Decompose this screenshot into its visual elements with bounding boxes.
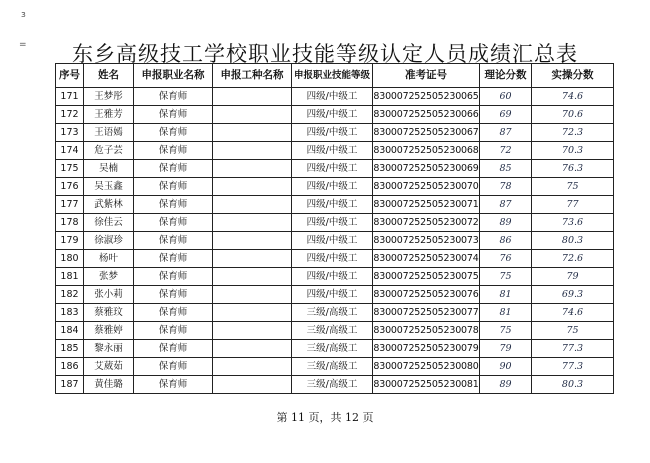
- cell-work-type: [213, 250, 292, 268]
- cell-occupation: 保育师: [134, 304, 213, 322]
- cell-level: 三级/高级工: [292, 376, 373, 394]
- cell-name: 吴楠: [84, 160, 134, 178]
- cell-name: 王语嫣: [84, 124, 134, 142]
- table-row: [56, 358, 614, 376]
- cell-name: 吴玉鑫: [84, 178, 134, 196]
- header-ticket: 准考证号: [373, 64, 480, 88]
- cell-level: 三级/高级工: [292, 340, 373, 358]
- cell-theory-score: 89: [480, 214, 532, 232]
- cell-ticket: 830007252505230074: [373, 250, 480, 268]
- table-row: [56, 88, 614, 106]
- cell-no: 173: [56, 124, 84, 142]
- cell-ticket: 830007252505230073: [373, 232, 480, 250]
- cell-ticket: 830007252505230067: [373, 124, 480, 142]
- cell-occupation: 保育师: [134, 196, 213, 214]
- cell-work-type: [213, 268, 292, 286]
- table-row: [56, 142, 614, 160]
- cell-occupation: 保育师: [134, 214, 213, 232]
- table-row: [56, 196, 614, 214]
- cell-ticket: 830007252505230070: [373, 178, 480, 196]
- cell-practice-score: 74.6: [532, 88, 614, 106]
- cell-work-type: [213, 304, 292, 322]
- cell-work-type: [213, 232, 292, 250]
- cell-name: 杨叶: [84, 250, 134, 268]
- cell-occupation: 保育师: [134, 106, 213, 124]
- cell-practice-score: 77.3: [532, 358, 614, 376]
- cell-occupation: 保育师: [134, 340, 213, 358]
- header-name: 姓名: [84, 64, 134, 88]
- cell-name: 徐淑珍: [84, 232, 134, 250]
- cell-name: 蔡雅玟: [84, 304, 134, 322]
- cell-name: 黎永丽: [84, 340, 134, 358]
- table-row: [56, 106, 614, 124]
- cell-ticket: 830007252505230075: [373, 268, 480, 286]
- cell-ticket: 830007252505230065: [373, 88, 480, 106]
- cell-level: 三级/高级工: [292, 322, 373, 340]
- cell-occupation: 保育师: [134, 286, 213, 304]
- cell-level: 四级/中级工: [292, 124, 373, 142]
- table-row: [56, 178, 614, 196]
- cell-occupation: 保育师: [134, 358, 213, 376]
- table-row: [56, 232, 614, 250]
- cell-work-type: [213, 340, 292, 358]
- cell-name: 张小莉: [84, 286, 134, 304]
- cell-level: 三级/高级工: [292, 358, 373, 376]
- header-practice: 实操分数: [532, 64, 614, 88]
- cell-practice-score: 77.3: [532, 340, 614, 358]
- cell-name: 张梦: [84, 268, 134, 286]
- cell-occupation: 保育师: [134, 178, 213, 196]
- cell-work-type: [213, 88, 292, 106]
- cell-theory-score: 85: [480, 160, 532, 178]
- table-row: [56, 286, 614, 304]
- cell-work-type: [213, 376, 292, 394]
- table-header: [56, 64, 614, 88]
- cell-ticket: 830007252505230072: [373, 214, 480, 232]
- header-work-type: 申报工种名称: [213, 64, 292, 88]
- cell-work-type: [213, 214, 292, 232]
- table-row: [56, 214, 614, 232]
- cell-work-type: [213, 286, 292, 304]
- cell-level: 四级/中级工: [292, 142, 373, 160]
- cell-theory-score: 81: [480, 304, 532, 322]
- cell-theory-score: 60: [480, 88, 532, 106]
- cell-occupation: 保育师: [134, 142, 213, 160]
- cell-name: 王梦彤: [84, 88, 134, 106]
- cell-name: 危子芸: [84, 142, 134, 160]
- cell-no: 178: [56, 214, 84, 232]
- table-row: [56, 250, 614, 268]
- cell-level: 四级/中级工: [292, 88, 373, 106]
- cell-no: 187: [56, 376, 84, 394]
- cell-theory-score: 86: [480, 232, 532, 250]
- cell-practice-score: 75: [532, 178, 614, 196]
- cell-ticket: 830007252505230071: [373, 196, 480, 214]
- cell-theory-score: 89: [480, 376, 532, 394]
- cell-no: 177: [56, 196, 84, 214]
- cell-work-type: [213, 106, 292, 124]
- cell-occupation: 保育师: [134, 250, 213, 268]
- table-row: [56, 160, 614, 178]
- cell-practice-score: 80.3: [532, 232, 614, 250]
- cell-practice-score: 77: [532, 196, 614, 214]
- cell-occupation: 保育师: [134, 376, 213, 394]
- cell-name: 武紫林: [84, 196, 134, 214]
- cell-theory-score: 79: [480, 340, 532, 358]
- page-title: 东乡高级技工学校职业技能等级认定人员成绩汇总表: [72, 42, 578, 66]
- scan-mark: ɜ: [21, 10, 26, 20]
- cell-no: 176: [56, 178, 84, 196]
- cell-theory-score: 90: [480, 358, 532, 376]
- cell-no: 174: [56, 142, 84, 160]
- cell-no: 186: [56, 358, 84, 376]
- header-occupation: 申报职业名称: [134, 64, 213, 88]
- cell-level: 四级/中级工: [292, 160, 373, 178]
- cell-ticket: 830007252505230081: [373, 376, 480, 394]
- cell-name: 蔡雅婷: [84, 322, 134, 340]
- cell-level: 四级/中级工: [292, 286, 373, 304]
- cell-ticket: 830007252505230079: [373, 340, 480, 358]
- cell-work-type: [213, 142, 292, 160]
- cell-name: 王雅芳: [84, 106, 134, 124]
- cell-level: 四级/中级工: [292, 232, 373, 250]
- cell-ticket: 830007252505230076: [373, 286, 480, 304]
- cell-no: 184: [56, 322, 84, 340]
- cell-ticket: 830007252505230077: [373, 304, 480, 322]
- cell-theory-score: 75: [480, 322, 532, 340]
- table-body: [56, 88, 614, 394]
- cell-level: 四级/中级工: [292, 106, 373, 124]
- cell-no: 183: [56, 304, 84, 322]
- cell-level: 四级/中级工: [292, 250, 373, 268]
- cell-practice-score: 70.6: [532, 106, 614, 124]
- cell-practice-score: 79: [532, 268, 614, 286]
- cell-practice-score: 72.3: [532, 124, 614, 142]
- cell-theory-score: 69: [480, 106, 532, 124]
- cell-no: 179: [56, 232, 84, 250]
- cell-level: 四级/中级工: [292, 178, 373, 196]
- table-row: [56, 124, 614, 142]
- cell-theory-score: 81: [480, 286, 532, 304]
- cell-no: 172: [56, 106, 84, 124]
- cell-work-type: [213, 160, 292, 178]
- cell-ticket: 830007252505230078: [373, 322, 480, 340]
- header-theory: 理论分数: [480, 64, 532, 88]
- cell-practice-score: 75: [532, 322, 614, 340]
- table-row: [56, 376, 614, 394]
- cell-work-type: [213, 358, 292, 376]
- cell-work-type: [213, 196, 292, 214]
- cell-name: 艾葳茹: [84, 358, 134, 376]
- cell-theory-score: 78: [480, 178, 532, 196]
- scan-mark: =: [19, 40, 27, 50]
- cell-no: 182: [56, 286, 84, 304]
- cell-level: 四级/中级工: [292, 214, 373, 232]
- table-row: [56, 322, 614, 340]
- header-level: 申报职业技能等级: [292, 64, 373, 88]
- cell-theory-score: 87: [480, 124, 532, 142]
- cell-work-type: [213, 124, 292, 142]
- table-row: [56, 304, 614, 322]
- cell-occupation: 保育师: [134, 160, 213, 178]
- cell-practice-score: 69.3: [532, 286, 614, 304]
- cell-work-type: [213, 322, 292, 340]
- cell-occupation: 保育师: [134, 232, 213, 250]
- score-table: [55, 63, 614, 394]
- cell-no: 181: [56, 268, 84, 286]
- cell-practice-score: 76.3: [532, 160, 614, 178]
- cell-occupation: 保育师: [134, 322, 213, 340]
- cell-practice-score: 73.6: [532, 214, 614, 232]
- page-footer: 第 11 页，共 12 页: [276, 411, 374, 424]
- cell-theory-score: 87: [480, 196, 532, 214]
- cell-work-type: [213, 178, 292, 196]
- cell-theory-score: 75: [480, 268, 532, 286]
- cell-name: 徐佳云: [84, 214, 134, 232]
- table-row: [56, 268, 614, 286]
- cell-practice-score: 80.3: [532, 376, 614, 394]
- cell-occupation: 保育师: [134, 88, 213, 106]
- cell-theory-score: 72: [480, 142, 532, 160]
- cell-ticket: 830007252505230080: [373, 358, 480, 376]
- cell-occupation: 保育师: [134, 268, 213, 286]
- cell-no: 175: [56, 160, 84, 178]
- cell-level: 四级/中级工: [292, 268, 373, 286]
- header-no: 序号: [56, 64, 84, 88]
- cell-practice-score: 70.3: [532, 142, 614, 160]
- cell-ticket: 830007252505230069: [373, 160, 480, 178]
- cell-level: 三级/高级工: [292, 304, 373, 322]
- cell-ticket: 830007252505230068: [373, 142, 480, 160]
- cell-no: 180: [56, 250, 84, 268]
- cell-ticket: 830007252505230066: [373, 106, 480, 124]
- cell-level: 四级/中级工: [292, 196, 373, 214]
- cell-theory-score: 76: [480, 250, 532, 268]
- cell-practice-score: 72.6: [532, 250, 614, 268]
- cell-practice-score: 74.6: [532, 304, 614, 322]
- cell-name: 黄佳璐: [84, 376, 134, 394]
- cell-occupation: 保育师: [134, 124, 213, 142]
- table-row: [56, 340, 614, 358]
- cell-no: 171: [56, 88, 84, 106]
- cell-no: 185: [56, 340, 84, 358]
